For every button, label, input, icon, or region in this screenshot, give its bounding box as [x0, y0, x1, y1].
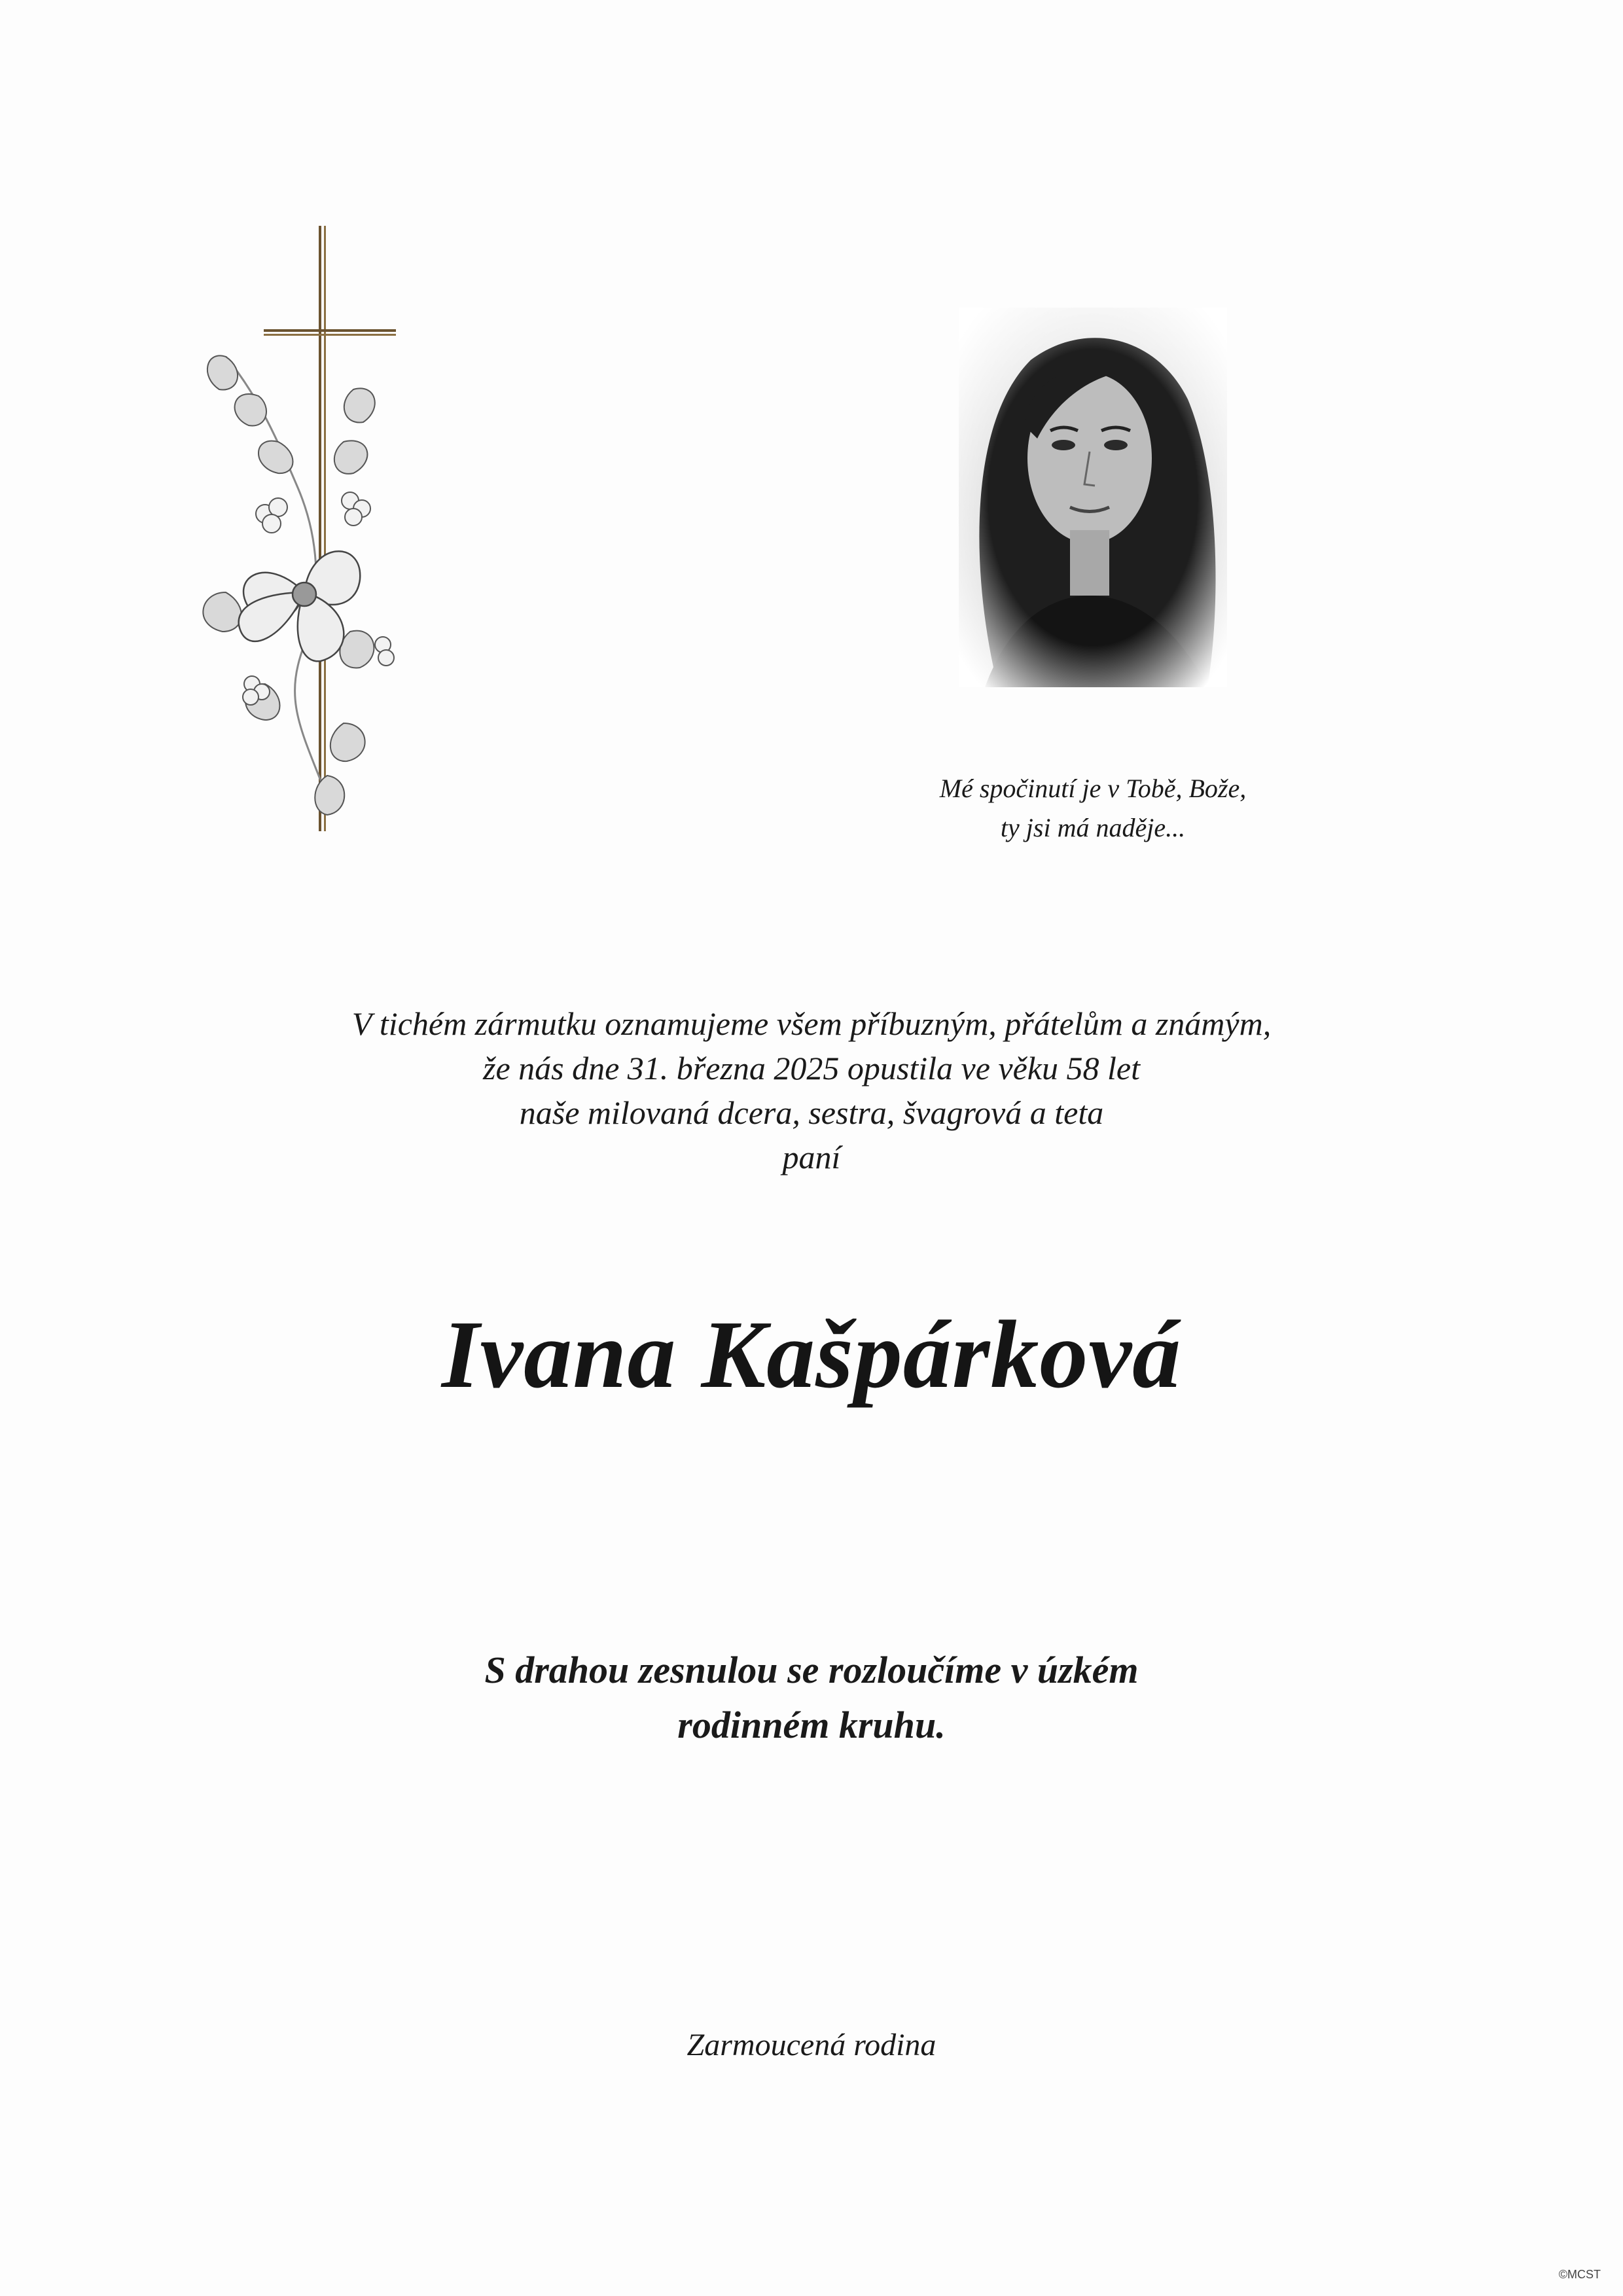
farewell-line: rodinném kruhu. — [677, 1704, 946, 1746]
announcement-line: naše milovaná dcera, sestra, švagrová a teta — [519, 1094, 1104, 1131]
cross-with-flowers-icon — [187, 226, 396, 834]
motto-quote — [851, 769, 1335, 848]
portrait-photo — [959, 308, 1227, 687]
signature: Zarmoucená rodina — [687, 2028, 936, 2062]
copyright-mark: ©MCST — [1558, 2268, 1601, 2281]
farewell-line: S drahou zesnulou se rozloučíme v úzkém — [484, 1649, 1139, 1691]
motto-line: Mé spočinutí je v Tobě, Bože, — [939, 774, 1247, 803]
announcement-line: V tichém zármutku oznamujeme všem příbuzným, přátelům a známým, — [351, 1005, 1272, 1042]
deceased-name: Ivana Kašpárková — [441, 1301, 1182, 1408]
announcement-text — [157, 1001, 1466, 1179]
announcement-line: paní — [782, 1139, 841, 1175]
announcement-line: že nás dne 31. března 2025 opustila ve věku 58 let — [483, 1050, 1140, 1086]
farewell-text — [223, 1643, 1400, 1753]
motto-line: ty jsi má naděje... — [1000, 813, 1186, 842]
